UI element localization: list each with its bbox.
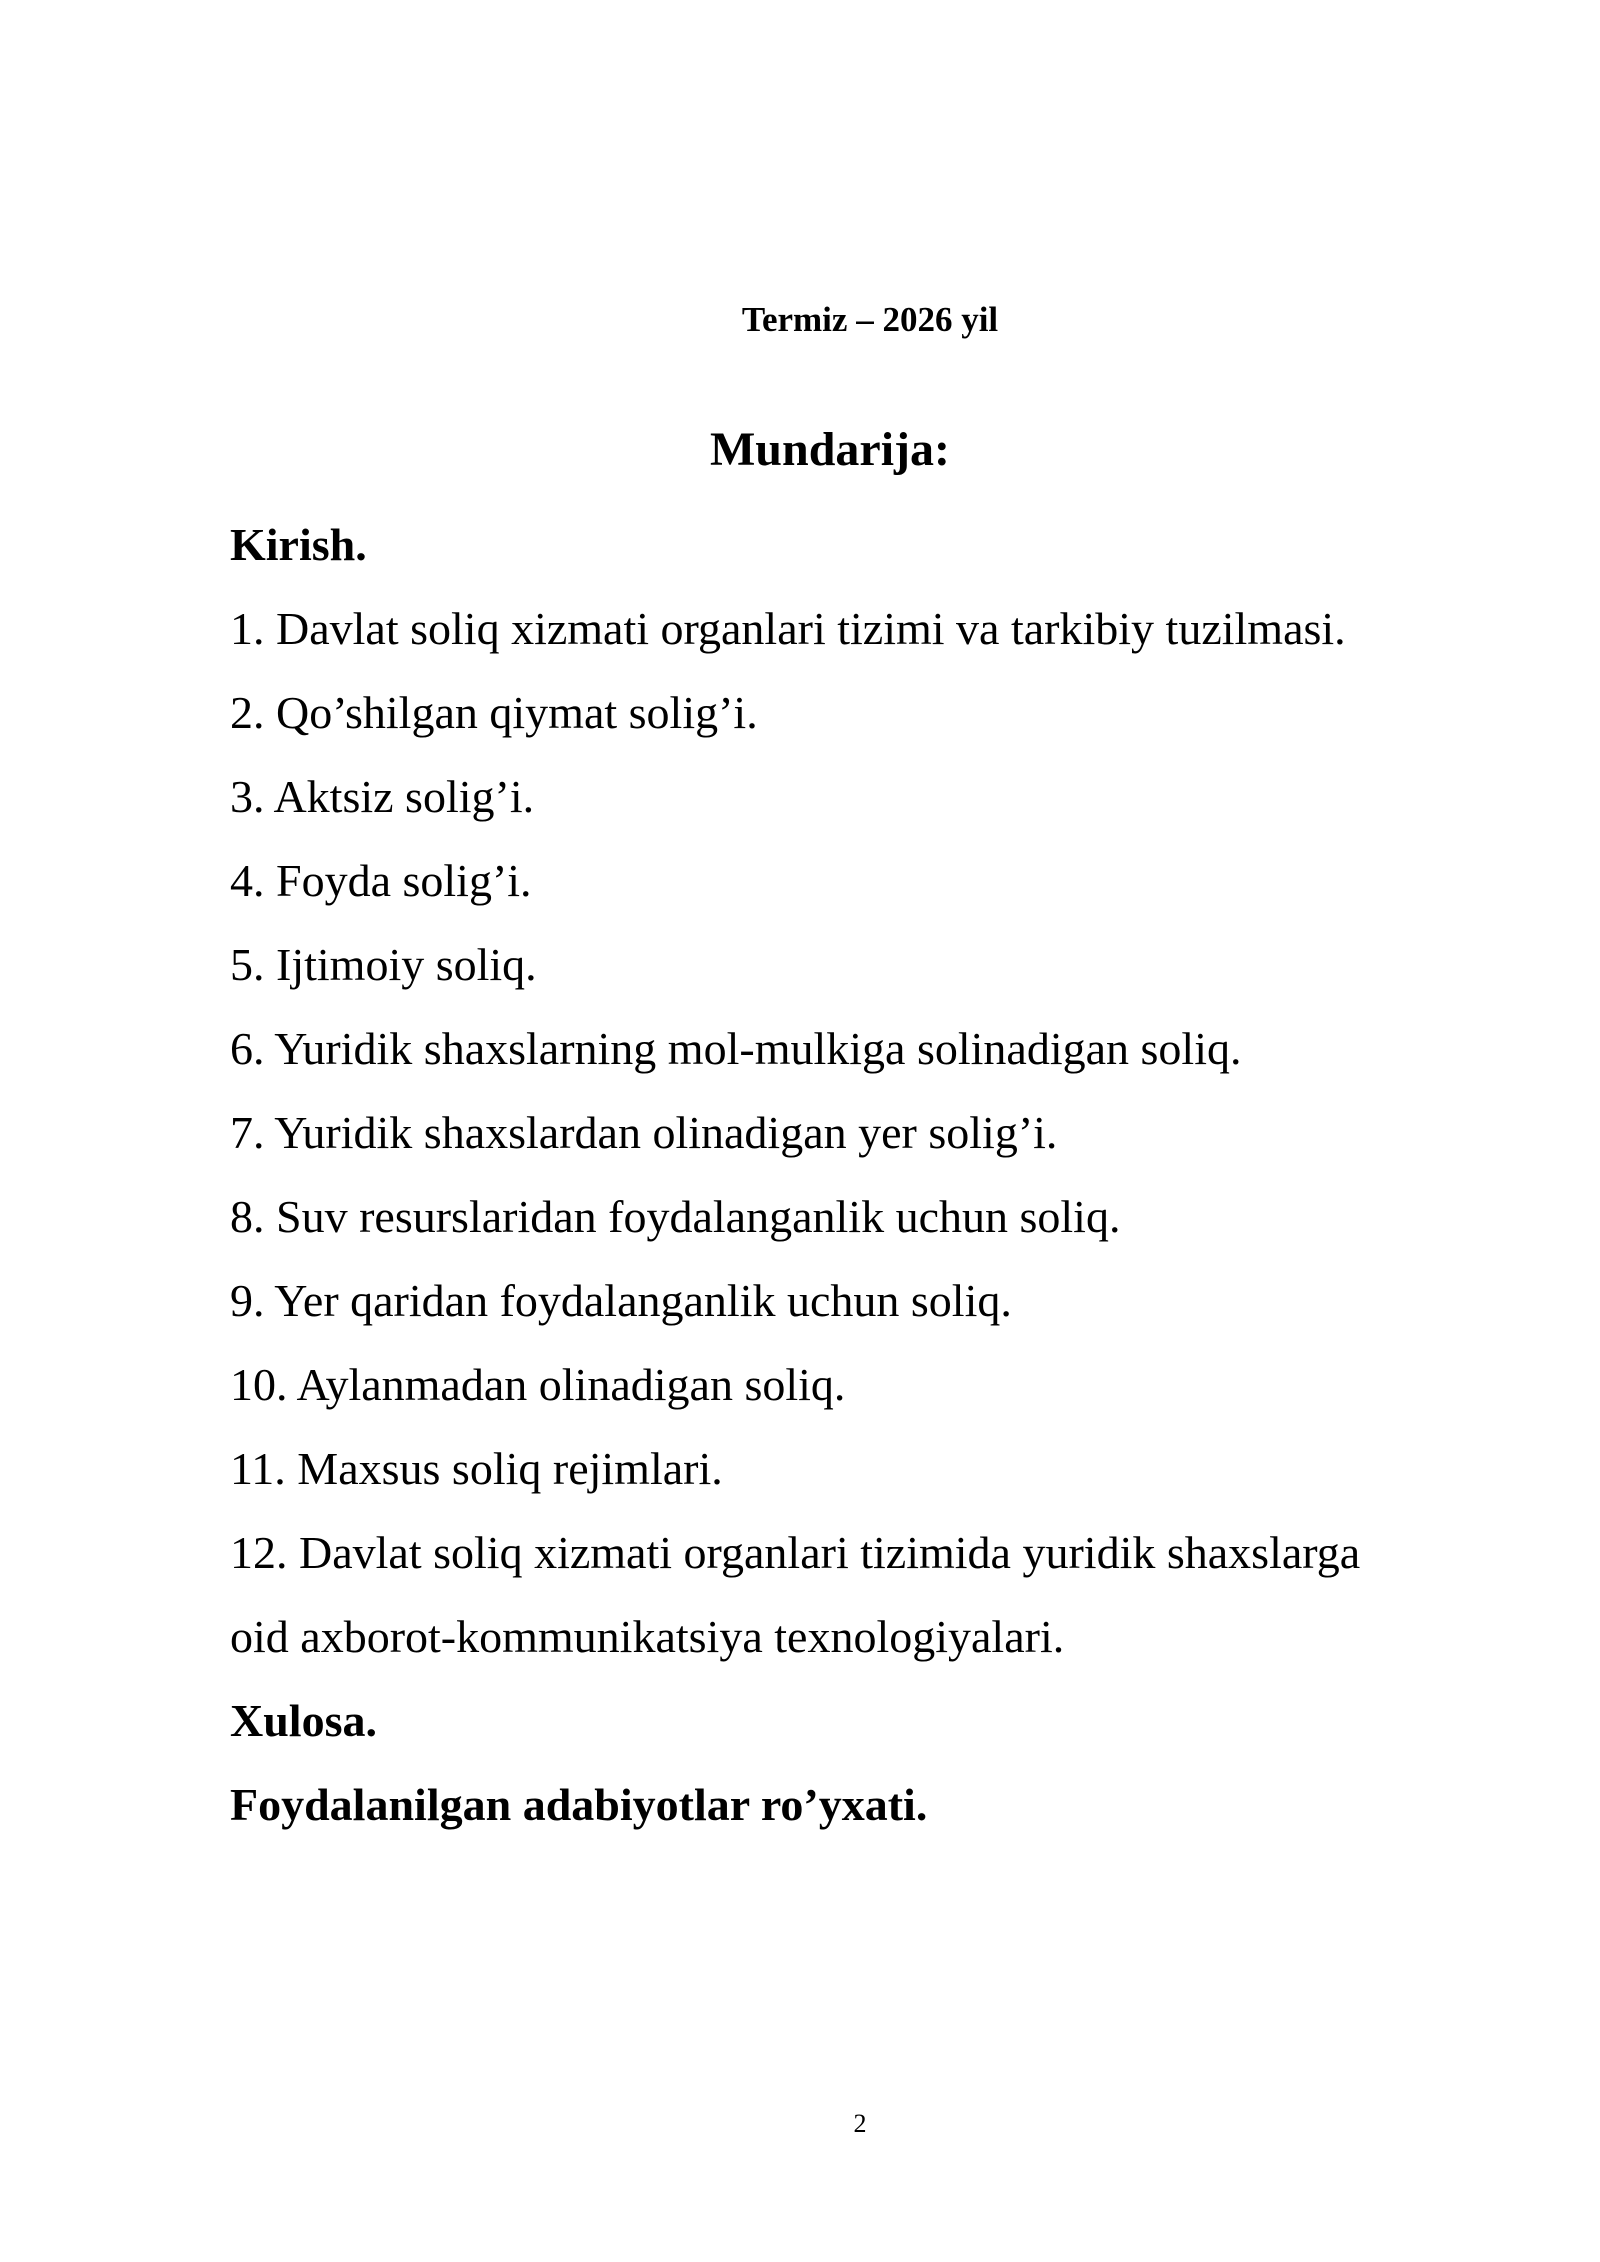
toc-entry: 5. Ijtimoiy soliq. xyxy=(230,939,537,990)
toc-entry: 1. Davlat soliq xizmati organlari tizimi va tarkibiy tuzilmasi. xyxy=(230,603,1346,654)
toc-entry-continuation: oid axborot-kommunikatsiya texnologiyalari. xyxy=(230,1611,1065,1662)
table-of-contents-list xyxy=(230,503,1480,1847)
city-year-heading: Termiz – 2026 yil xyxy=(741,300,999,339)
toc-entry: 6. Yuridik shaxslarning mol-mulkiga solinadigan soliq. xyxy=(230,1023,1242,1074)
page-number: 2 xyxy=(853,2109,867,2138)
toc-entry: 3. Aktsiz solig’i. xyxy=(230,771,535,822)
toc-entry: 4. Foyda solig’i. xyxy=(230,855,532,906)
toc-entry: 11. Maxsus soliq rejimlari. xyxy=(230,1443,723,1494)
toc-entry: 12. Davlat soliq xizmati organlari tizimida yuridik shaxslarga xyxy=(230,1527,1361,1578)
toc-entry: 7. Yuridik shaxslardan olinadigan yer solig’i. xyxy=(230,1107,1058,1158)
toc-entry: 9. Yer qaridan foydalanganlik uchun soliq. xyxy=(230,1275,1012,1326)
toc-entry: 10. Aylanmadan olinadigan soliq. xyxy=(230,1359,846,1410)
toc-entry: 2. Qo’shilgan qiymat solig’i. xyxy=(230,687,758,738)
toc-entry-conclusion: Xulosa. xyxy=(230,1695,377,1746)
toc-entry-references: Foydalanilgan adabiyotlar ro’yxati. xyxy=(230,1779,928,1830)
toc-entry-introduction: Kirish. xyxy=(230,519,367,570)
table-of-contents-title: Mundarija: xyxy=(710,423,950,476)
toc-entry: 8. Suv resurslaridan foydalanganlik uchun soliq. xyxy=(230,1191,1121,1242)
